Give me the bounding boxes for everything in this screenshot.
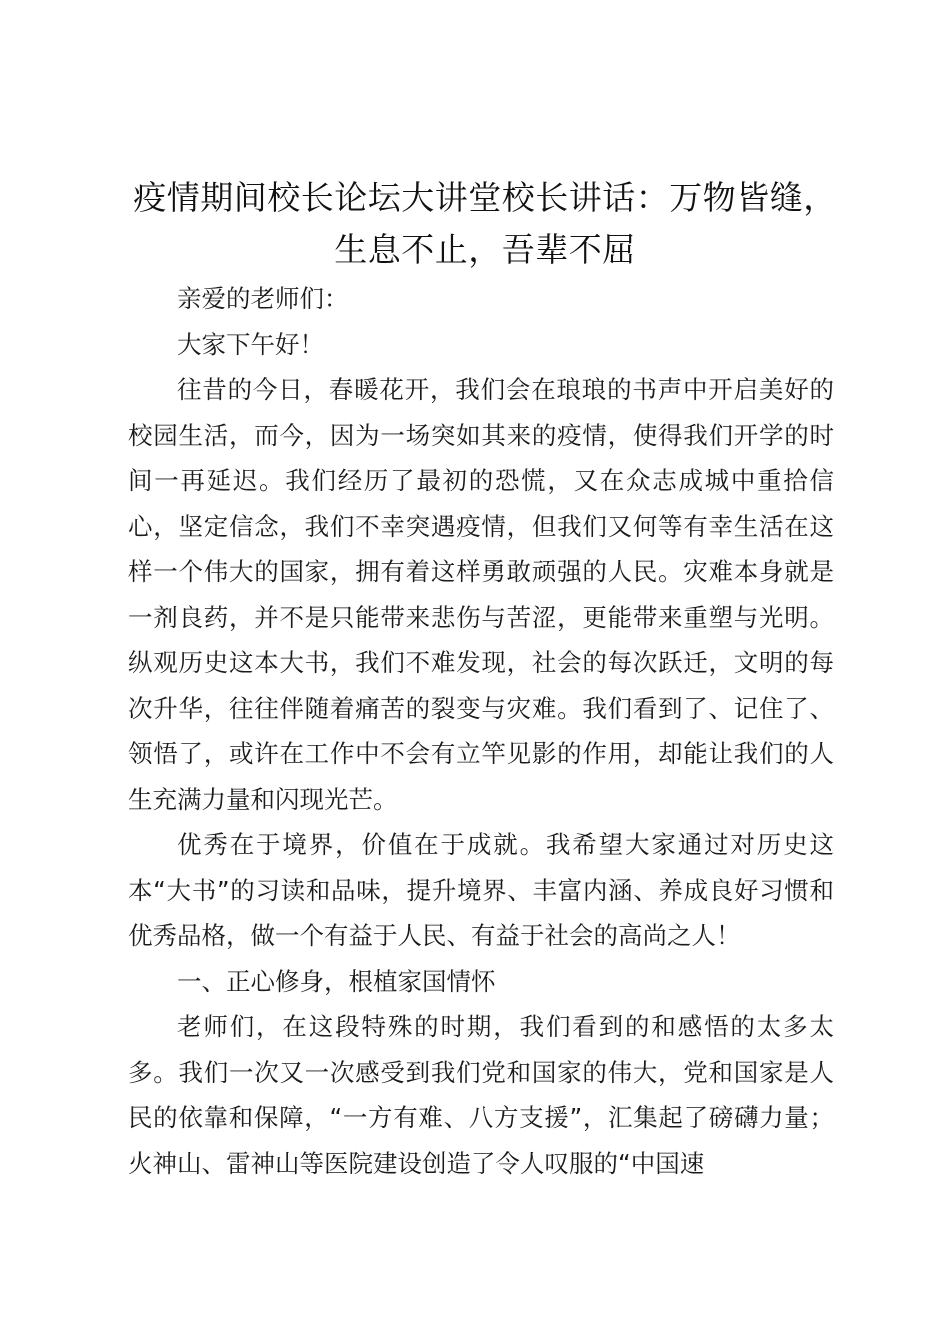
document-title xyxy=(110,172,860,276)
body-paragraph: 老师们，在这段特殊的时期，我们看到的和感悟的太多太多。我们一次又一次感受到我们党和国家的伟大，党和国家是人民的依靠和保障，“一方有难、八方支援”，汇集起了磅礴力量；火神山、雷神山等医院建设创造了令人叹服的“中国速 xyxy=(128,1012,834,1178)
body-paragraph: 优秀在于境界，价值在于成就。我希望大家通过对历史这本“大书”的习读和品味，提升境界、丰富内涵、养成良好习惯和优秀品格，做一个有益于人民、有益于社会的高尚之人！ xyxy=(128,830,834,950)
salutation: 亲爱的老师们： xyxy=(177,284,349,313)
body-paragraph: 往昔的今日，春暖花开，我们会在琅琅的书声中开启美好的校园生活，而今，因为一场突如其来的疫情，使得我们开学的时间一再延迟。我们经历了最初的恐慌，又在众志成城中重拾信心，坚定信念，我们不幸突遇疫情，但我们又何等有幸生活在这样一个伟大的国家，拥有着这样勇敢顽强的人民。灾难本身就是一剂良药，并不是只能带来悲伤与苦涩，更能带来重塑与光明。纵观历史这本大书，我们不难发现，社会的每次跃迁，文明的每次升华，往往伴随着痛苦的裂变与灾难。我们看到了、记住了、领悟了，或许在工作中不会有立竿见影的作用，却能让我们的人生充满力量和闪现光芒。 xyxy=(128,375,834,814)
title-line-2: 生息不止，吾辈不屈 xyxy=(334,230,636,269)
section-heading: 一、正心修身，根植家国情怀 xyxy=(177,966,496,996)
title-line-1: 疫情期间校长论坛大讲堂校长讲话：万物皆缝， xyxy=(133,178,837,217)
greeting: 大家下午好！ xyxy=(177,329,324,359)
document-body xyxy=(128,276,834,1186)
